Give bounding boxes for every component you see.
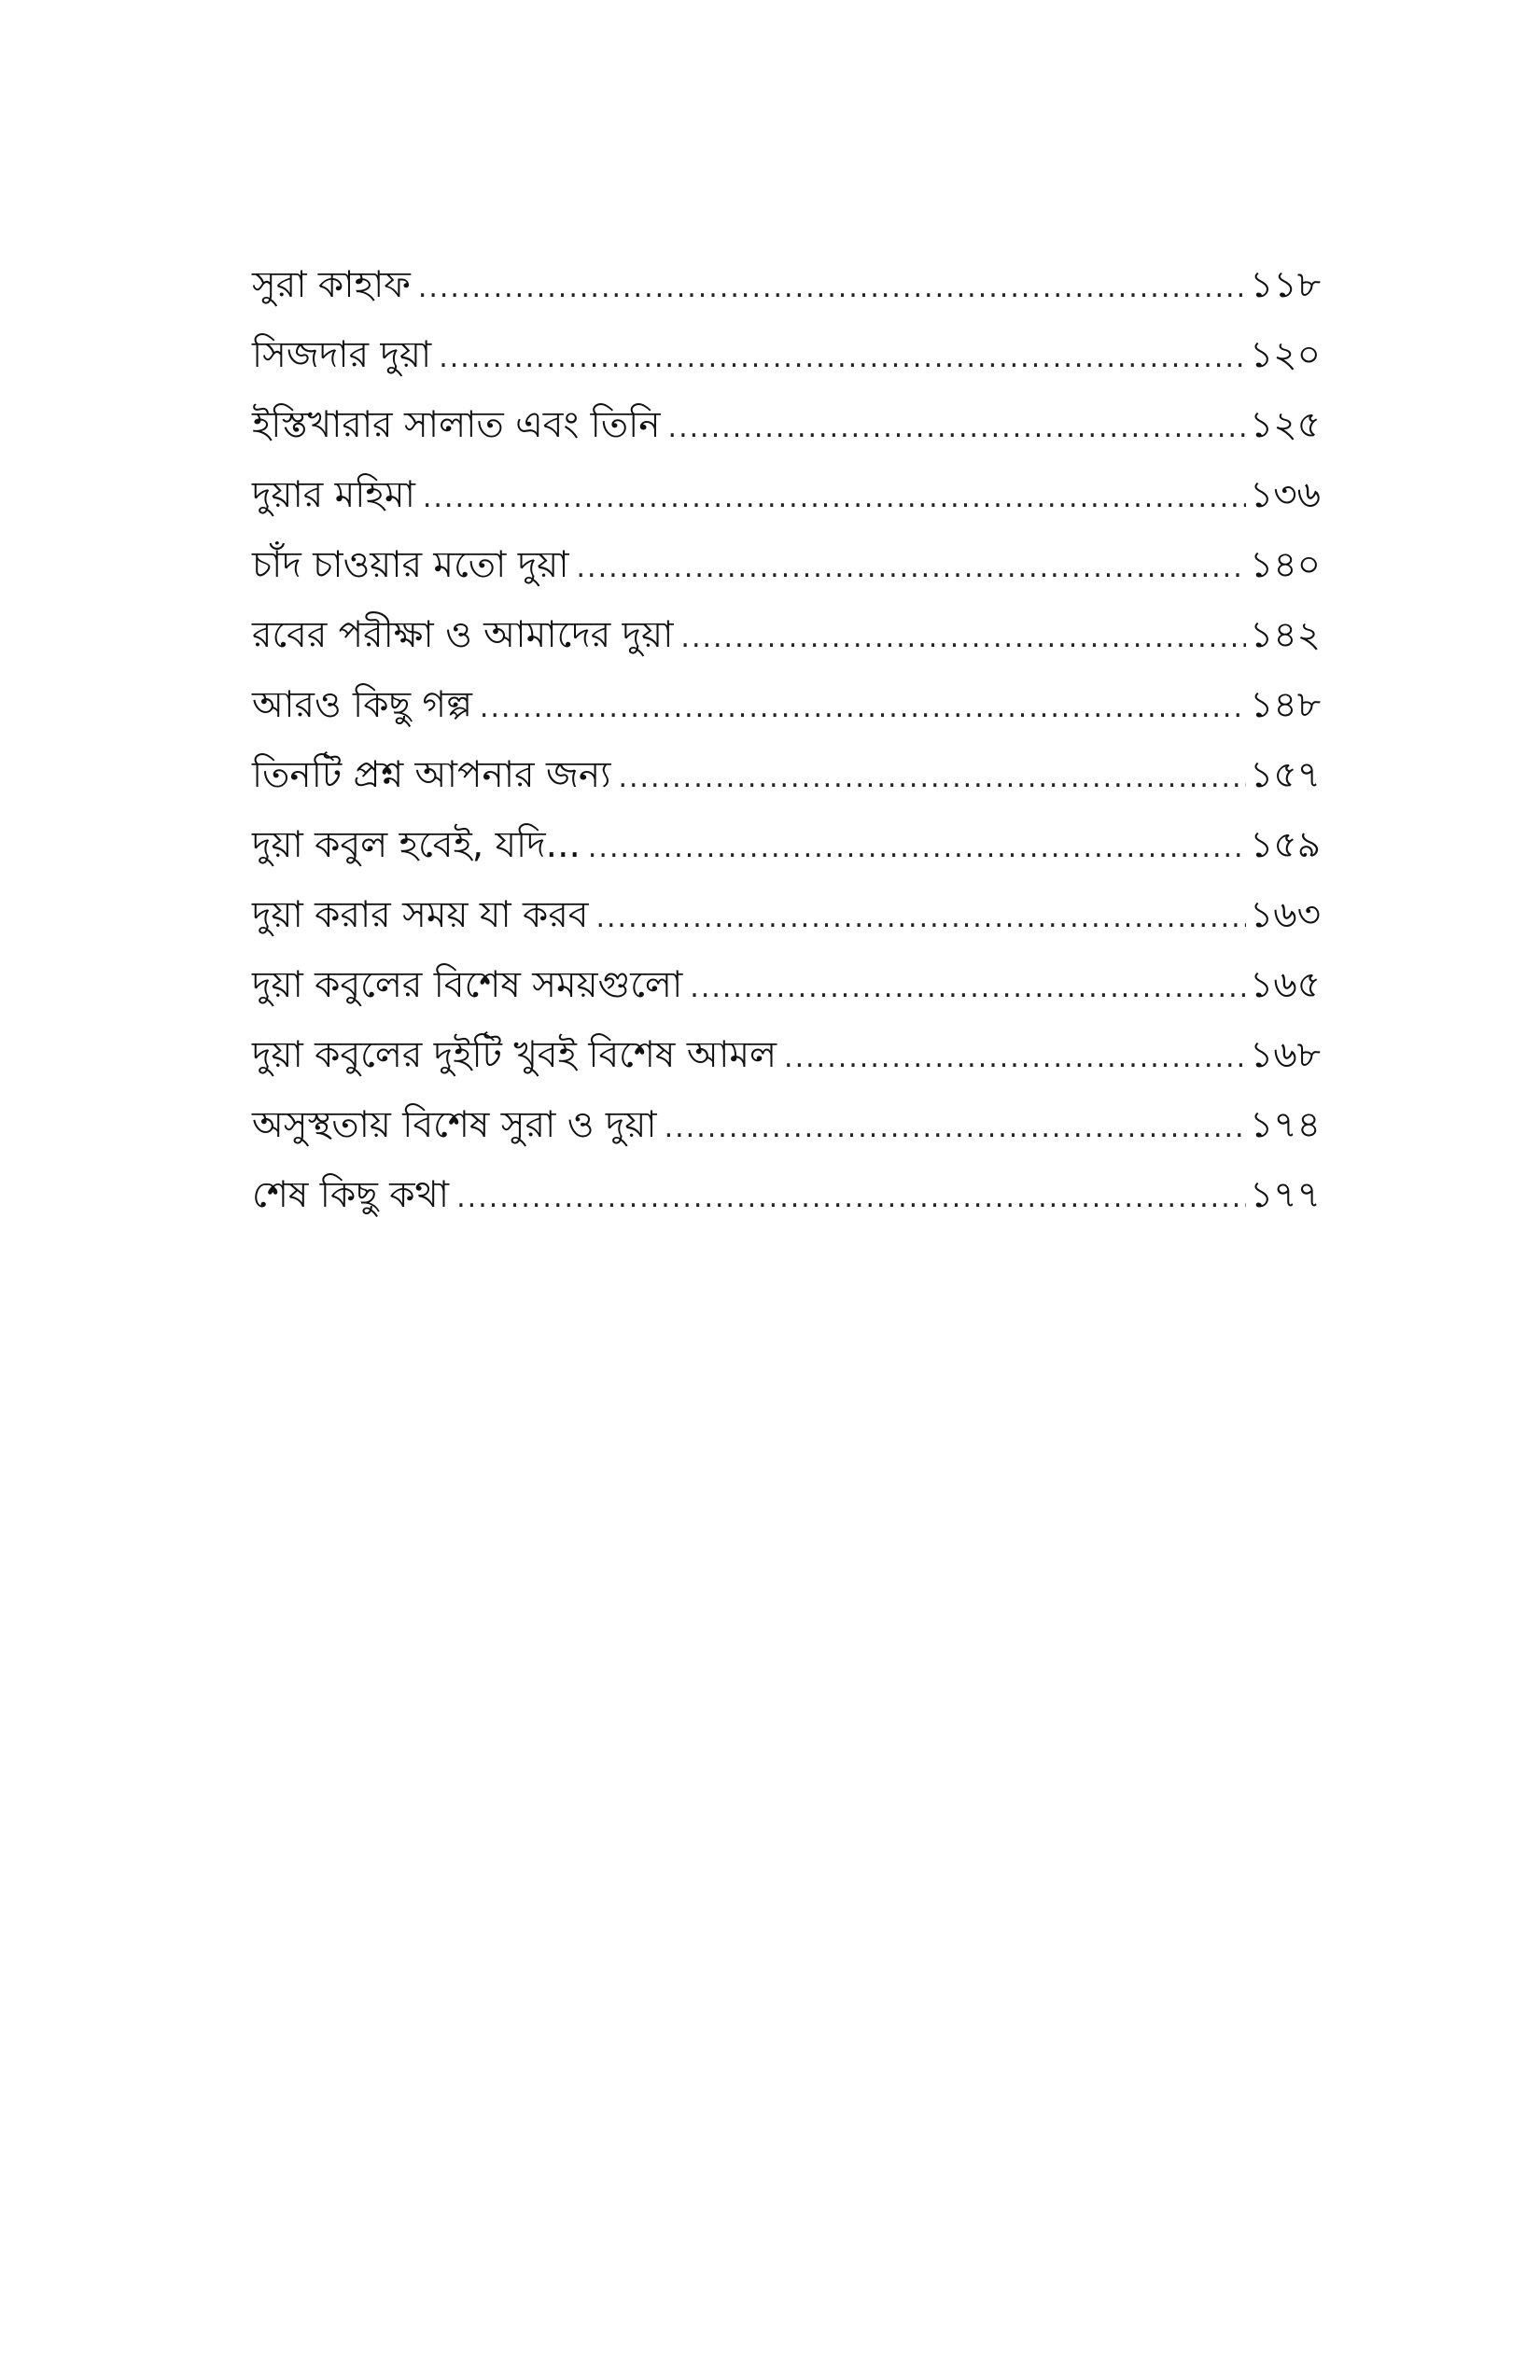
- toc-dot-leader: [588, 813, 1246, 883]
- toc-entry[interactable]: [252, 880, 1321, 950]
- toc-dot-leader: [439, 323, 1246, 393]
- toc-entry-title: দুয়া করার সময় যা করব: [252, 894, 589, 936]
- toc-entry-title: সুরা কাহাফ: [252, 264, 411, 306]
- toc-dot-leader: [680, 603, 1246, 673]
- toc-entry-page: ১৪২: [1250, 614, 1321, 656]
- toc-entry-page: ১৪৮: [1250, 684, 1321, 726]
- toc-entry[interactable]: [252, 1090, 1321, 1160]
- toc-entry-page: ১৫৯: [1250, 824, 1321, 866]
- toc-dot-leader: [480, 673, 1246, 743]
- toc-entry[interactable]: [252, 670, 1321, 740]
- toc-entry-page: ১৬৩: [1249, 894, 1321, 936]
- toc-entry-page: ১৫৭: [1250, 754, 1321, 796]
- toc-entry[interactable]: [252, 810, 1321, 880]
- toc-entry-title: ইস্তিখারার সালাত এবং তিনি: [252, 404, 661, 446]
- toc-entry-title: দুয়ার মহিমা: [252, 474, 415, 516]
- toc-entry[interactable]: [252, 390, 1321, 460]
- toc-entry-title: শেষ কিছু কথা: [252, 1174, 450, 1216]
- toc-entry-page: ১১৮: [1250, 264, 1321, 306]
- toc-dot-leader: [423, 463, 1246, 533]
- toc-dot-leader: [665, 1093, 1246, 1163]
- toc-entry[interactable]: [252, 320, 1321, 390]
- toc-entry-title: অসুস্থতায় বিশেষ সুরা ও দুয়া: [252, 1104, 657, 1146]
- toc-entry-page: ১৪০: [1250, 544, 1321, 586]
- toc-dot-leader: [577, 533, 1247, 603]
- toc-entry-title: আরও কিছু গল্প: [252, 684, 472, 726]
- toc-entry-title: দুয়া কবুলের বিশেষ সময়গুলো: [252, 964, 683, 1006]
- toc-entry-title: সিজদার দুয়া: [252, 334, 432, 376]
- toc-entry[interactable]: [252, 530, 1321, 600]
- toc-entry-page: ১২০: [1249, 334, 1321, 376]
- toc-entry[interactable]: [252, 740, 1321, 810]
- toc-dot-leader: [668, 393, 1246, 463]
- table-of-contents: [252, 250, 1321, 1230]
- toc-entry[interactable]: [252, 250, 1321, 320]
- toc-entry-title: তিনটি প্রশ্ন আপনার জন্য: [252, 754, 611, 796]
- toc-dot-leader: [456, 1163, 1246, 1233]
- toc-entry[interactable]: [252, 460, 1321, 530]
- toc-entry-page: ১৩৬: [1249, 474, 1321, 516]
- toc-entry-page: ১৭৪: [1250, 1104, 1321, 1146]
- toc-entry[interactable]: [252, 600, 1321, 670]
- toc-entry[interactable]: [252, 1160, 1321, 1230]
- toc-entry[interactable]: [252, 950, 1321, 1020]
- toc-dot-leader: [595, 883, 1245, 953]
- toc-dot-leader: [690, 953, 1246, 1023]
- toc-entry[interactable]: [252, 1020, 1321, 1090]
- toc-entry-page: ১৬৫: [1250, 964, 1321, 1006]
- toc-entry-title: দুয়া কবুল হবেই, যদি...: [252, 824, 581, 866]
- toc-entry-title: দুয়া কবুলের দুইটি খুবই বিশেষ আমল: [252, 1034, 777, 1076]
- toc-entry-page: ১৬৮: [1250, 1034, 1321, 1076]
- toc-entry-page: ১৭৭: [1249, 1174, 1321, 1216]
- toc-entry-title: রবের পরীক্ষা ও আমাদের দুয়া: [252, 614, 674, 656]
- toc-entry-title: চাঁদ চাওয়ার মতো দুয়া: [252, 544, 569, 586]
- toc-dot-leader: [618, 743, 1246, 813]
- toc-dot-leader: [784, 1023, 1246, 1093]
- toc-entry-page: ১২৫: [1250, 404, 1321, 446]
- toc-dot-leader: [418, 253, 1246, 323]
